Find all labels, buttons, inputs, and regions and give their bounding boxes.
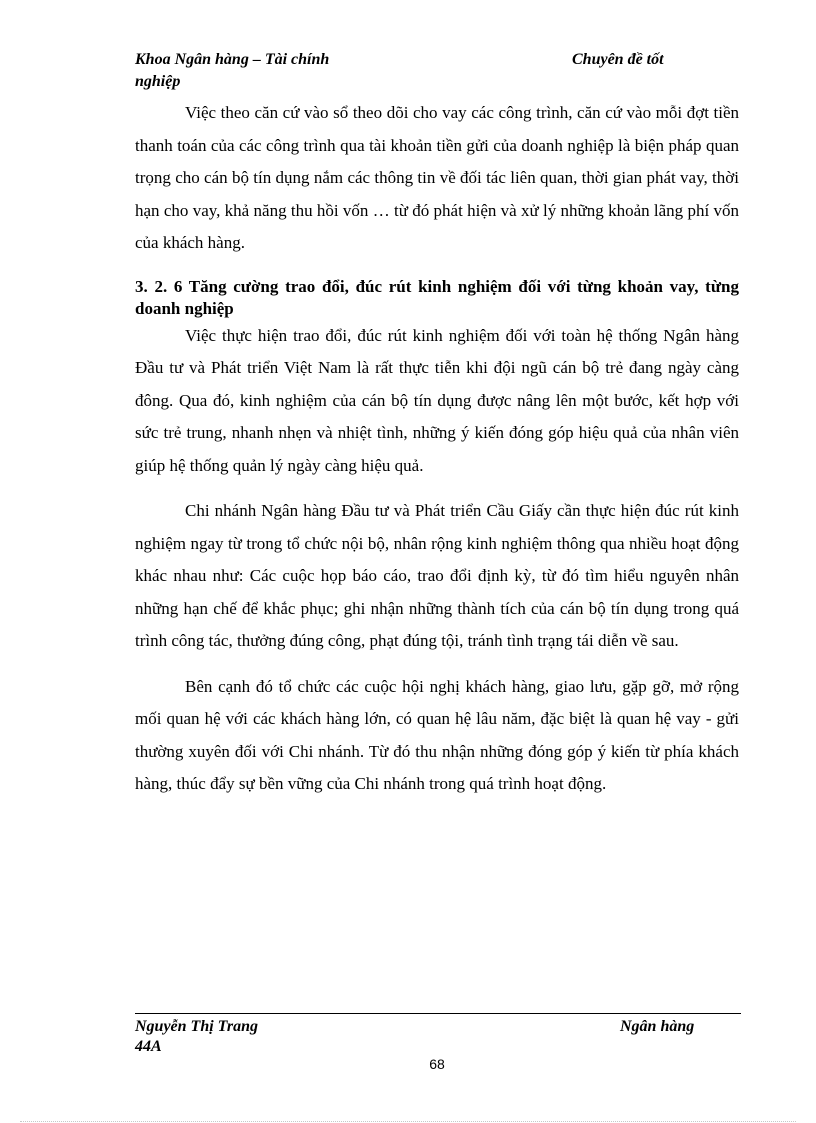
footer-class: 44A bbox=[135, 1038, 162, 1055]
footer-divider bbox=[135, 1013, 741, 1014]
footer-author: Nguyễn Thị Trang bbox=[135, 1018, 258, 1035]
paragraph: Việc thực hiện trao đổi, đúc rút kinh nghiệm đối với toàn hệ thống Ngân hàng Đầu tư và Phát triển Việt Nam là rất thực tiễn khi đội ngũ cán bộ trẻ đang ngày càng đông. Qua đó, kinh nghiệm của cán bộ tín dụng được nâng lên một bước, kết hợp với sức trẻ trung, nhanh nhẹn và nhiệt tình, những ý kiến đóng góp hiệu quả của nhân viên giúp hệ thống quản lý ngày càng hiệu quả. bbox=[135, 325, 739, 475]
footer-department: Ngân hàng bbox=[620, 1018, 695, 1035]
page-edge-divider bbox=[20, 1121, 796, 1122]
body-text bbox=[135, 97, 739, 801]
page-number: 68 bbox=[429, 1056, 445, 1072]
header-faculty: Khoa Ngân hàng – Tài chính bbox=[135, 51, 330, 68]
paragraph: Chi nhánh Ngân hàng Đầu tư và Phát triển Cầu Giấy cần thực hiện đúc rút kinh nghiệm ngay từ trong tổ chức nội bộ, nhân rộng kinh nghiệm thông qua nhiều hoạt động khác nhau như: Các cuộc họp báo cáo, trao đổi định kỳ, từ đó tìm hiểu nguyên nhân những hạn chế để khắc phục; ghi nhận những thành tích của cán bộ tín dụng trong quá trình công tác, thưởng đúng công, phạt đúng tội, tránh tình trạng tái diễn về sau. bbox=[135, 501, 739, 650]
paragraph: Việc theo căn cứ vào sổ theo dõi cho vay các công trình, căn cứ vào mỗi đợt tiền thanh toán của các công trình qua tài khoản tiền gửi của doanh nghiệp là biện pháp quan trọng cho cán bộ tín dụng nắm các thông tin về đối tác liên quan, thời gian phát vay, thời hạn cho vay, khả năng thu hồi vốn … từ đó phát hiện và xử lý những khoản lãng phí vốn của khách hàng. bbox=[135, 103, 739, 252]
section-heading: 3. 2. 6 Tăng cường trao đổi, đúc rút kinh nghiệm đối với từng khoản vay, từng doanh nghiệp bbox=[135, 276, 739, 318]
paragraph: Bên cạnh đó tổ chức các cuộc hội nghị khách hàng, giao lưu, gặp gỡ, mở rộng mối quan hệ với các khách hàng lớn, có quan hệ lâu năm, đặc biệt là quan hệ vay - gửi thường xuyên đối với Chi nhánh. Từ đó thu nhận những đóng góp ý kiến từ phía khách hàng, thúc đẩy sự bền vững của Chi nhánh trong quá trình hoạt động. bbox=[135, 676, 739, 793]
header-title-continuation: nghiệp bbox=[135, 73, 181, 90]
header-title: Chuyên đề tốt bbox=[572, 51, 664, 68]
